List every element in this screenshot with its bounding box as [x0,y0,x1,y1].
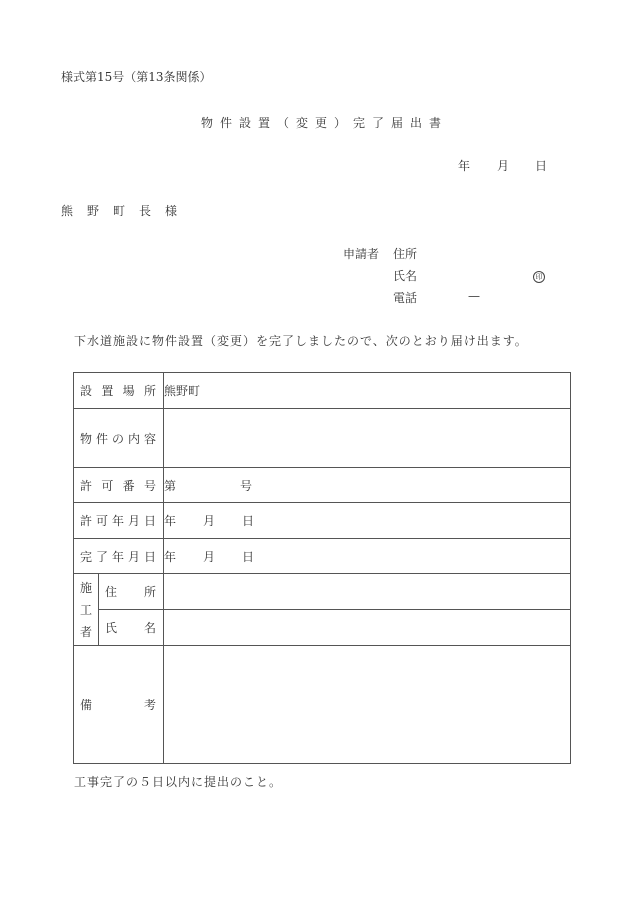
contractor-name-value[interactable] [164,610,571,646]
applicant-name-label: 氏名 [393,269,418,283]
permit-date-label: 許 可 年 月 日 [74,503,164,539]
applicant-address-label: 住所 [393,247,418,261]
addressee: 熊野町長様 [61,204,192,218]
complete-date-label: 完 了 年 月 日 [74,539,164,574]
phone-dash: — [468,289,480,303]
row-location [74,373,571,409]
content-value[interactable] [164,409,571,468]
row-complete-date [74,539,571,574]
applicant-label: 申請者 [343,247,380,261]
complete-date-value[interactable]: 年 月 日 [164,539,571,574]
date-month-label: 月 [497,159,510,173]
remarks-label: 備 考 [74,646,164,764]
content-label: 物 件 の 内 容 [74,409,164,468]
date-year-label: 年 [458,159,471,173]
contractor-name-label: 氏 名 [99,610,164,646]
permit-number-value[interactable] [164,468,571,503]
row-contractor-address [74,574,571,610]
applicant-phone-label: 電話 [393,291,418,305]
document-title: 物件設置（変更）完了届出書 [201,116,449,130]
submission-note: 工事完了の５日以内に提出のこと。 [74,775,283,789]
row-content [74,409,571,468]
row-remarks [74,646,571,764]
row-contractor-name [74,610,571,646]
row-permit-number [74,468,571,503]
row-permit-date [74,503,571,539]
permit-date-value[interactable]: 年 月 日 [164,503,571,539]
intro-text: 下水道施設に物件設置（変更）を完了しましたので、次のとおり届け出ます。 [74,334,528,348]
seal-icon: 印 [533,271,545,283]
location-value[interactable]: 熊野町 [164,373,571,409]
form-number: 様式第15号（第13条関係） [61,70,212,84]
permit-number-prefix: 第 [164,478,177,493]
permit-number-label: 許 可 番 号 [74,468,164,503]
contractor-address-value[interactable] [164,574,571,610]
location-label: 設 置 場 所 [74,373,164,409]
contractor-label: 施 工 者 [74,574,99,646]
date-day-label: 日 [535,159,548,173]
remarks-value[interactable] [164,646,571,764]
permit-number-suffix: 号 [240,478,253,493]
seal-mark [533,268,545,283]
contractor-address-label: 住 所 [99,574,164,610]
completion-form-table [73,372,571,764]
